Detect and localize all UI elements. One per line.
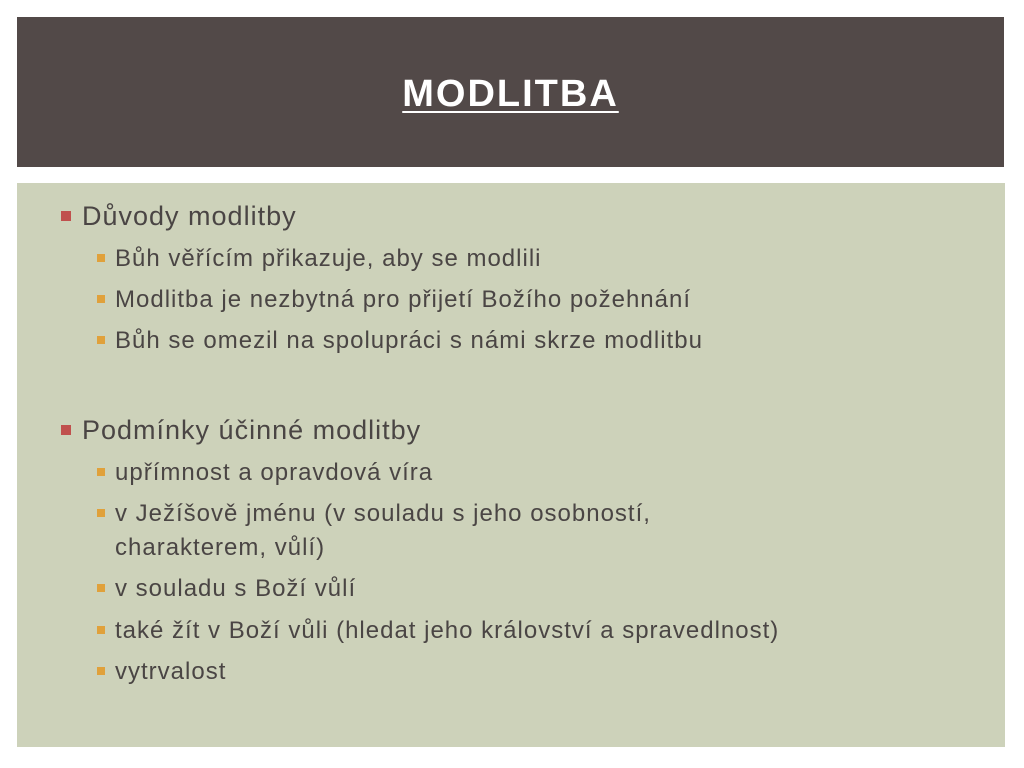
list-item-text: v souladu s Boží vůlí bbox=[115, 575, 357, 602]
square-bullet-icon bbox=[97, 295, 105, 303]
list-item bbox=[97, 242, 977, 276]
list-item-text: upřímnost a opravdová víra bbox=[115, 459, 434, 486]
square-bullet-icon bbox=[97, 509, 105, 517]
section-heading-1 bbox=[61, 200, 297, 232]
list-item bbox=[97, 572, 977, 606]
section-heading-text: Důvody modlitby bbox=[82, 201, 297, 231]
list-item bbox=[97, 655, 977, 689]
list-item-text: v Ježíšově jménu (v souladu s jeho osobností, charakterem, vůlí) bbox=[115, 500, 651, 561]
square-bullet-icon bbox=[97, 336, 105, 344]
square-bullet-icon bbox=[97, 626, 105, 634]
square-bullet-icon bbox=[61, 211, 71, 221]
content-box bbox=[17, 183, 1005, 747]
list-item bbox=[97, 614, 977, 648]
slide-title: MODLITBA bbox=[402, 72, 619, 115]
square-bullet-icon bbox=[97, 667, 105, 675]
list-item-text: vytrvalost bbox=[115, 658, 227, 685]
list-item-text: také žít v Boží vůli (hledat jeho království a spravedlnost) bbox=[115, 617, 780, 644]
list-item-text: Bůh věřícím přikazuje, aby se modlili bbox=[115, 245, 542, 272]
list-item bbox=[97, 283, 977, 317]
square-bullet-icon bbox=[61, 425, 71, 435]
title-band bbox=[17, 17, 1004, 167]
list-item bbox=[97, 324, 977, 358]
section-heading-2 bbox=[61, 414, 421, 446]
square-bullet-icon bbox=[97, 584, 105, 592]
list-item bbox=[97, 456, 977, 490]
list-item bbox=[97, 497, 797, 565]
square-bullet-icon bbox=[97, 468, 105, 476]
list-item-text: Modlitba je nezbytná pro přijetí Božího požehnání bbox=[115, 286, 692, 313]
section-heading-text: Podmínky účinné modlitby bbox=[82, 415, 422, 445]
list-item-text: Bůh se omezil na spolupráci s námi skrze modlitbu bbox=[115, 327, 703, 354]
square-bullet-icon bbox=[97, 254, 105, 262]
